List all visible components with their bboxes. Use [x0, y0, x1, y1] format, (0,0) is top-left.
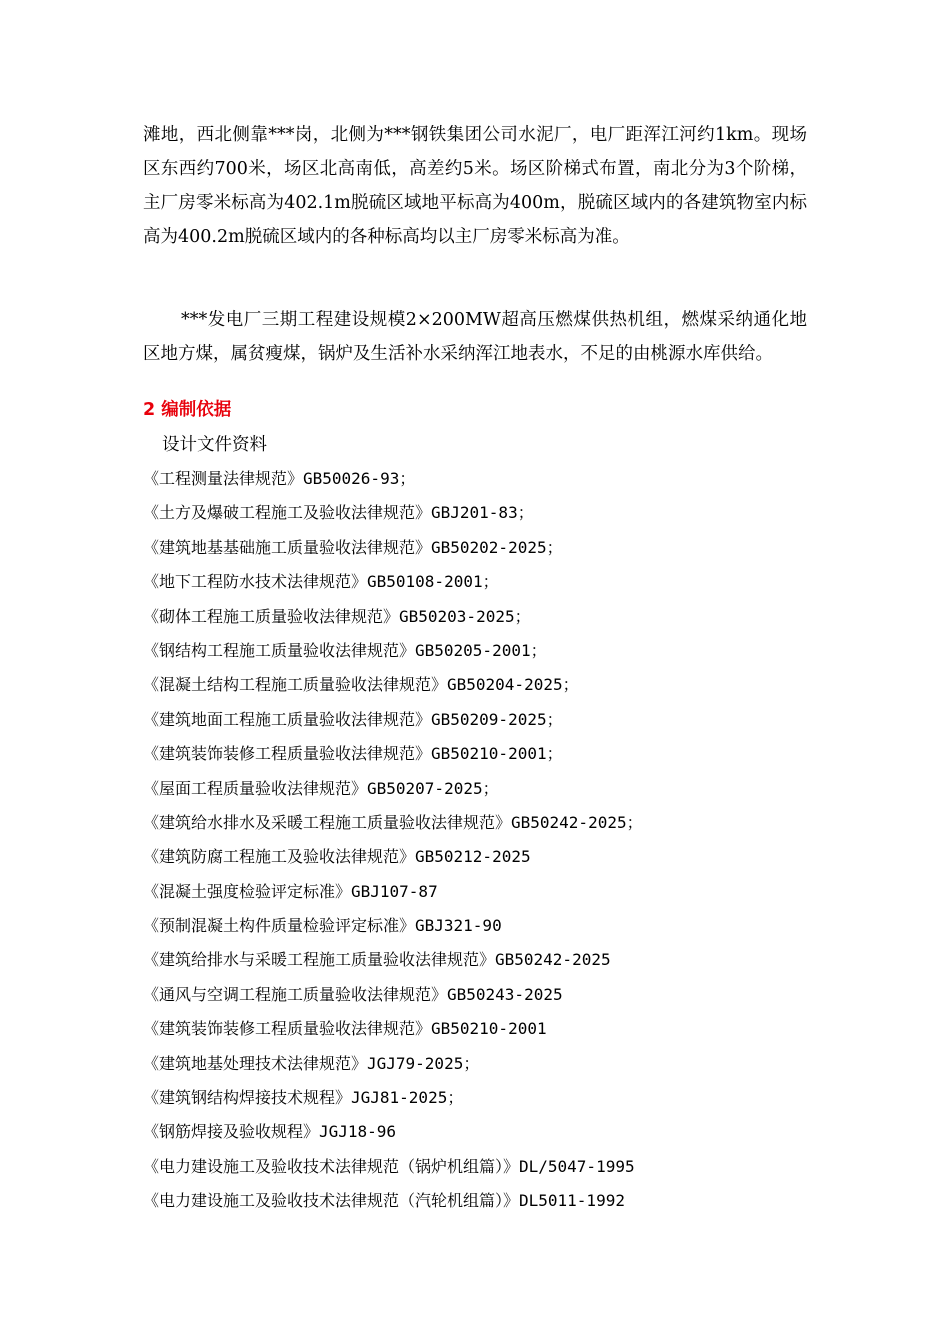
reference-item: 《建筑地面工程施工质量验收法律规范》GB50209-2025； [143, 709, 563, 729]
reference-item: 《混凝土结构工程施工质量验收法律规范》GB50204-2025； [143, 675, 579, 695]
reference-item: 《电力建设施工及验收技术法律规范（锅炉机组篇）》DL/5047-1995 [143, 1156, 635, 1176]
reference-list [143, 464, 843, 1221]
reference-item: 《电力建设施工及验收技术法律规范（汽轮机组篇）》DL5011-1992 [143, 1191, 625, 1211]
reference-item: 《屋面工程质量验收法律规范》GB50207-2025； [143, 778, 499, 798]
reference-item: 《混凝土强度检验评定标准》GBJ107-87 [143, 881, 438, 901]
reference-item: 《钢结构工程施工质量验收法律规范》GB50205-2001； [143, 640, 547, 660]
reference-item: 《建筑给水排水及采暖工程施工质量验收法律规范》GB50242-2025； [143, 812, 643, 832]
reference-item: 《建筑防腐工程施工及验收法律规范》GB50212-2025 [143, 847, 531, 867]
body-paragraph-site-description: 滩地，西北侧靠***岗，北侧为***钢铁集团公司水泥厂，电厂距浑江河约1km。现场区东西约700米，场区北高南低，高差约5米。场区阶梯式布置，南北分为3个阶梯，主厂房零米标高为402.1m脱硫区域地平标高为400m，脱硫区域内的各建筑物室内标高为400.2m脱硫区域内的各种标高均以主厂房零米标高为准。 [143, 125, 807, 247]
reference-item: 《钢筋焊接及验收规程》JGJ18-96 [143, 1122, 397, 1142]
reference-item: 《通风与空调工程施工质量验收法律规范》GB50243-2025 [143, 984, 563, 1004]
reference-item: 《砌体工程施工质量验收法律规范》GB50203-2025； [143, 606, 531, 626]
reference-item: 《建筑地基基础施工质量验收法律规范》GB50202-2025； [143, 537, 563, 557]
reference-item: 《建筑地基处理技术法律规范》JGJ79-2025； [143, 1053, 480, 1073]
section-subheading: 设计文件资料 [162, 435, 267, 455]
reference-item: 《建筑钢结构焊接技术规程》JGJ81-2025； [143, 1088, 464, 1108]
reference-item: 《工程测量法律规范》GB50026-93； [143, 469, 416, 488]
section-heading: 2 编制依据 [143, 400, 232, 420]
reference-item: 《土方及爆破工程施工及验收法律规范》GBJ201-83； [143, 503, 534, 523]
reference-item: 《建筑装饰装修工程质量验收法律规范》GB50210-2001 [143, 1019, 547, 1039]
reference-item: 《建筑给排水与采暖工程施工质量验收法律规范》GB50242-2025 [143, 950, 611, 970]
body-paragraph-project-scale: ***发电厂三期工程建设规模2×200MW超高压燃煤供热机组，燃煤采纳通化地区地方煤，属贫瘦煤，锅炉及生活补水采纳浑江地表水，不足的由桃源水库供给。 [143, 310, 807, 364]
reference-item: 《地下工程防水技术法律规范》GB50108-2001； [143, 572, 499, 592]
reference-item: 《预制混凝土构件质量检验评定标准》GBJ321-90 [143, 916, 502, 936]
reference-item: 《建筑装饰装修工程质量验收法律规范》GB50210-2001； [143, 744, 563, 764]
